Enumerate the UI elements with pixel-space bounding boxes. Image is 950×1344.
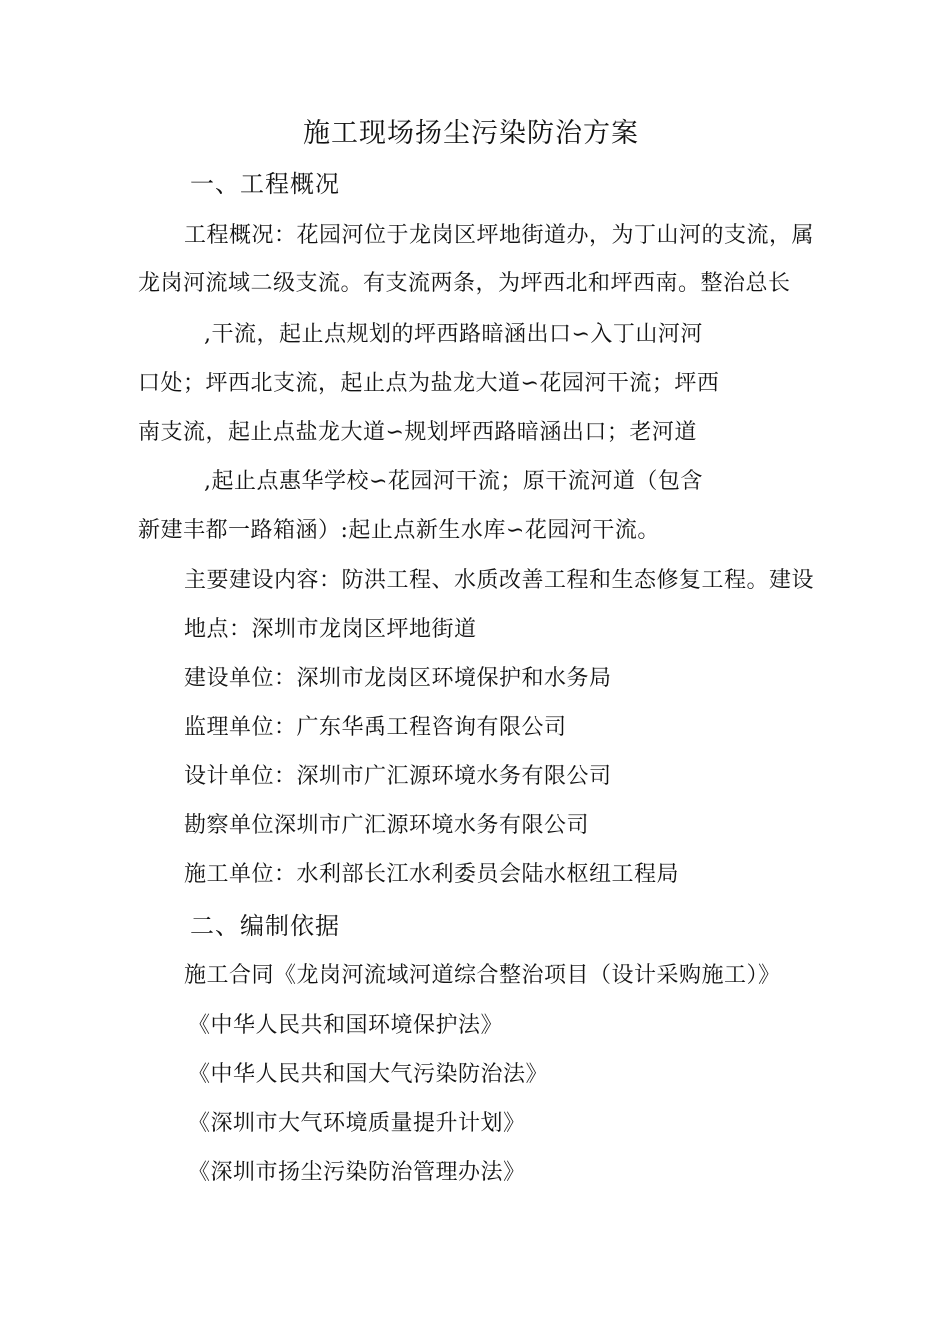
section-heading-overview: 一、工程概况 xyxy=(190,170,340,198)
basis-item-env-protection-law: 《中华人民共和国环境保护法》 xyxy=(188,1013,504,1038)
owner-unit: 建设单位：深圳市龙岗区环境保护和水务局 xyxy=(184,666,612,691)
overview-line-5: 南支流，起止点盐龙大道∽规划坪西路暗涵出口；老河道 xyxy=(138,420,697,445)
basis-item-air-quality-plan: 《深圳市大气环境质量提升计划》 xyxy=(188,1111,526,1136)
basis-item-contract: 施工合同《龙岗河流域河道综合整治项目（设计采购施工）》 xyxy=(184,963,781,988)
overview-line-6: ,起止点惠华学校∽花园河干流；原干流河道（包含 xyxy=(204,469,703,494)
supervisor-unit: 监理单位：广东华禹工程咨询有限公司 xyxy=(184,715,567,740)
construction-location: 地点：深圳市龙岗区坪地街道 xyxy=(184,617,477,642)
section-heading-basis: 二、编制依据 xyxy=(190,912,340,940)
basis-item-air-pollution-law: 《中华人民共和国大气污染防治法》 xyxy=(188,1062,549,1087)
overview-line-2: 龙岗河流域二级支流。有支流两条，为坪西北和坪西南。整治总长 xyxy=(138,271,791,296)
surveyor-unit: 勘察单位深圳市广汇源环境水务有限公司 xyxy=(184,813,590,838)
overview-line-3: ,干流，起止点规划的坪西路暗涵出口∽入丁山河河 xyxy=(204,322,703,347)
overview-line-1: 工程概况：花园河位于龙岗区坪地街道办，为丁山河的支流，属 xyxy=(184,223,815,248)
construction-content: 主要建设内容：防洪工程、水质改善工程和生态修复工程。建设 xyxy=(184,568,815,593)
contractor-unit: 施工单位：水利部长江水利委员会陆水枢纽工程局 xyxy=(184,862,680,887)
basis-item-dust-management: 《深圳市扬尘污染防治管理办法》 xyxy=(188,1160,526,1185)
overview-line-7: 新建丰都一路箱涵）:起止点新生水库∽花园河干流。 xyxy=(138,518,660,543)
document-title: 施工现场扬尘污染防治方案 xyxy=(303,118,639,149)
overview-line-4: 口处；坪西北支流，起止点为盐龙大道∽花园河干流；坪西 xyxy=(138,371,720,396)
designer-unit: 设计单位：深圳市广汇源环境水务有限公司 xyxy=(184,764,612,789)
